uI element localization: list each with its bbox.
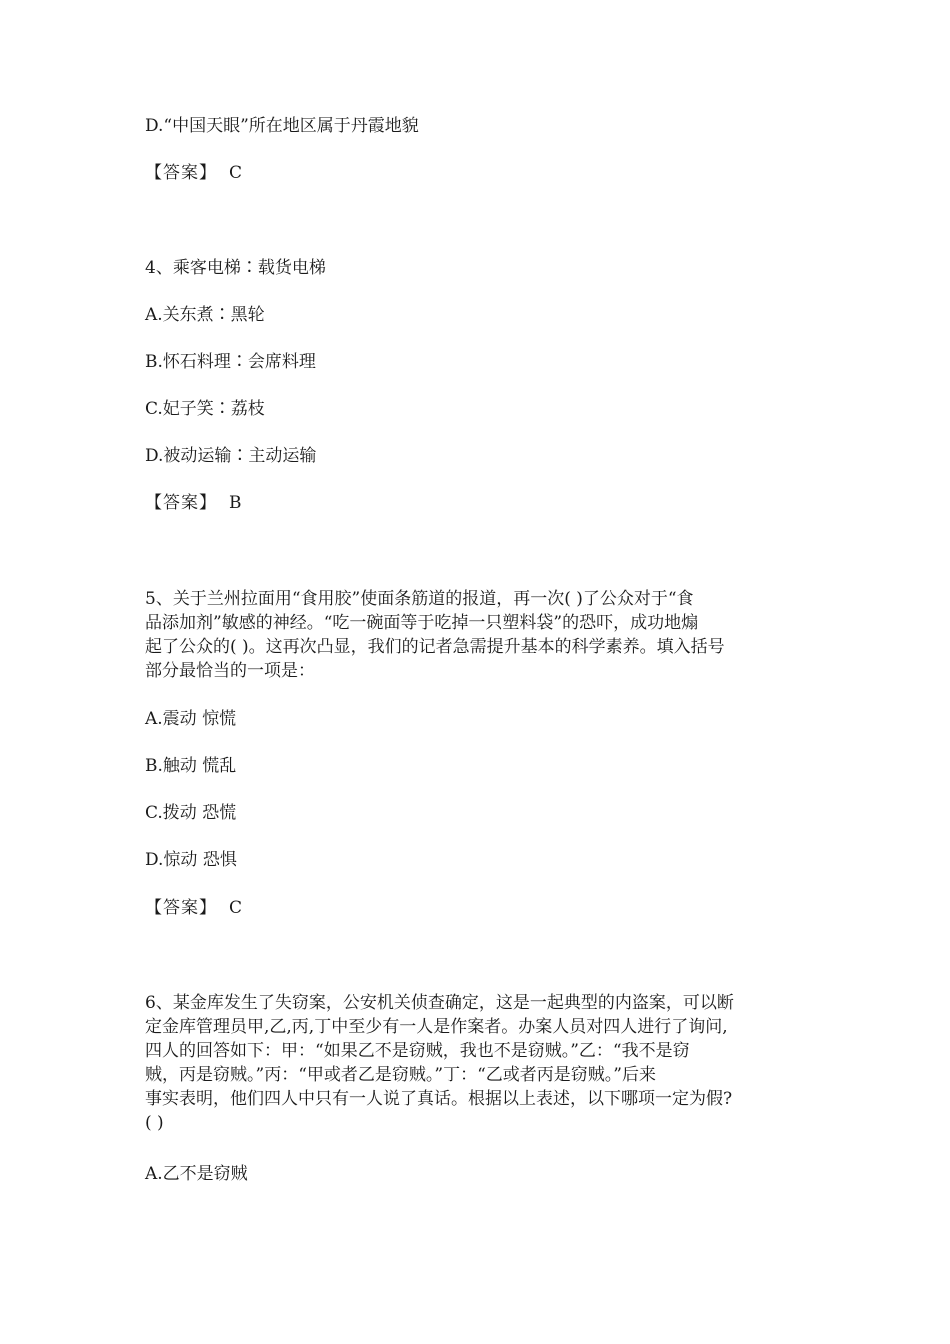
q4-option-a: A.关东煮∶黑轮 [145, 305, 265, 325]
q4-option-c: C.妃子笑∶荔枝 [145, 399, 265, 419]
q5-stem-line: 部分最恰当的一项是： [145, 661, 315, 681]
q5-answer [145, 896, 810, 920]
q4-option-d: D.被动运输∶主动运输 [145, 446, 317, 466]
answer-value: B [229, 493, 242, 513]
q4-stem: 4、乘客电梯∶载货电梯 [145, 258, 326, 278]
q4-answer [145, 491, 810, 515]
q6-stem-line: 事实表明，他们四人中只有一人说了真话。根据以上表述，以下哪项一定为假? [145, 1089, 733, 1109]
q5-option-d: D.惊动 恐惧 [145, 850, 237, 870]
q6-stem-line: 贼，丙是窃贼。”丙：“甲或者乙是窃贼。”丁：“乙或者丙是窃贼。”后来 [145, 1065, 656, 1085]
q5-stem-line: 5、关于兰州拉面用“食用胶”使面条筋道的报道，再一次( )了公众对于“食 [145, 589, 694, 609]
q5-option-a: A.震动 惊慌 [145, 709, 237, 729]
answer-value: C [229, 163, 243, 183]
q5-option-c: C.拨动 恐慌 [145, 803, 237, 823]
q5-stem-line: 起了公众的( )。这再次凸显，我们的记者急需提升基本的科学素养。填入括号 [145, 637, 725, 657]
q3-answer [145, 161, 810, 185]
answer-value: C [229, 898, 243, 918]
q5-option-b: B.触动 慌乱 [145, 756, 237, 776]
q5-stem [145, 587, 810, 683]
q6-option-a: A.乙不是窃贼 [145, 1164, 248, 1184]
q6-stem-line: 6、某金库发生了失窃案，公安机关侦查确定，这是一起典型的内盗案，可以断 [145, 993, 734, 1013]
q6-stem-line: 定金库管理员甲,乙,丙,丁中至少有一人是作案者。办案人员对四人进行了询问, [145, 1017, 728, 1037]
q3-option-d: D.“中国天眼”所在地区属于丹霞地貌 [145, 116, 419, 136]
q6-stem-line: 四人的回答如下：甲：“如果乙不是窃贼，我也不是窃贼。”乙：“我不是窃 [145, 1041, 690, 1061]
q5-stem-line: 品添加剂”敏感的神经。“吃一碗面等于吃掉一只塑料袋”的恐吓，成功地煽 [145, 613, 699, 633]
q6-stem-line: ( ) [145, 1113, 164, 1133]
answer-label: 【答案】 [145, 898, 217, 918]
q4-option-b: B.怀石料理∶会席料理 [145, 352, 316, 372]
answer-label: 【答案】 [145, 493, 217, 513]
answer-label: 【答案】 [145, 163, 217, 183]
q6-stem [145, 991, 810, 1135]
